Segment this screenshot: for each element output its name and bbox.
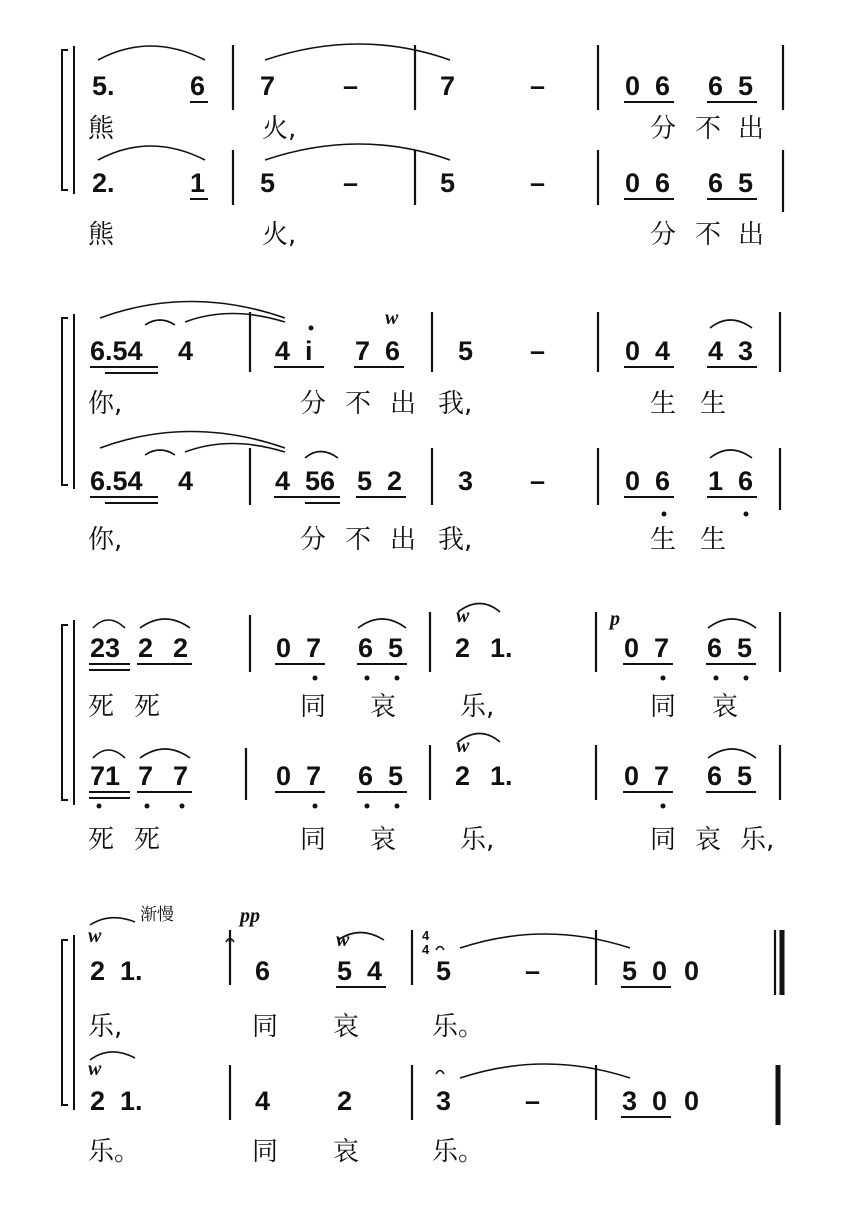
note: 6: [385, 336, 401, 366]
note: 5: [738, 168, 754, 198]
note: 2: [173, 633, 189, 663]
note: 6: [190, 71, 206, 101]
slur: [265, 144, 450, 160]
slur: [265, 44, 450, 60]
slur: [358, 619, 406, 628]
mordent-icon: w: [456, 735, 470, 757]
note: 7: [654, 761, 670, 791]
slur: [460, 934, 630, 948]
note: 0: [625, 71, 641, 101]
system-2: [62, 302, 780, 556]
octave-dot: [661, 804, 666, 809]
mordent-icon: w: [385, 307, 399, 329]
lyric: 生: [650, 525, 677, 555]
note: 6: [738, 466, 754, 496]
lyric: 同: [300, 692, 327, 722]
slur: [185, 444, 285, 453]
lyric: 乐。: [432, 1012, 485, 1042]
lyric: 同: [300, 825, 327, 855]
note: 5: [737, 761, 753, 791]
note: 0: [625, 466, 641, 496]
note: 4: [708, 336, 724, 366]
octave-dot: [365, 804, 370, 809]
note: 5: [622, 956, 638, 986]
lyric: 出: [390, 525, 417, 555]
slur: [710, 450, 752, 458]
slur: [460, 1064, 630, 1078]
dash: –: [530, 336, 546, 366]
note: 7: [654, 633, 670, 663]
note: 6: [655, 71, 671, 101]
slur: [93, 620, 125, 628]
note: 6: [255, 956, 271, 986]
note: 3: [436, 1086, 452, 1116]
lyric: 死: [134, 825, 161, 855]
slur: [98, 46, 205, 60]
dynamic-pp: pp: [240, 905, 260, 927]
slur: [708, 619, 756, 628]
note: 2: [387, 466, 403, 496]
system-bracket: [62, 50, 68, 190]
octave-dot: [662, 512, 667, 517]
slur: [185, 314, 285, 323]
tempo-marking: 渐慢: [140, 905, 174, 925]
note: 6.54: [90, 466, 143, 496]
note: 5: [388, 633, 404, 663]
note: 5: [737, 633, 753, 663]
note: 4: [275, 466, 291, 496]
lyric: 哀: [333, 1012, 360, 1042]
octave-dot: [744, 512, 749, 517]
note: 6: [655, 466, 671, 496]
note: 7: [306, 633, 322, 663]
slur: [140, 619, 190, 628]
note: 6: [358, 761, 374, 791]
lyric: 生: [700, 525, 727, 555]
lyric: 你,: [88, 389, 123, 419]
note: 0: [624, 633, 640, 663]
slur: [90, 918, 135, 925]
lyric: 乐。: [88, 1137, 141, 1167]
lyric: 生: [650, 389, 677, 419]
lyric: 不: [345, 389, 372, 419]
lyric: 乐,: [460, 825, 495, 855]
octave-dot: [309, 326, 314, 331]
lyric: 同: [252, 1012, 279, 1042]
note: 3: [622, 1086, 638, 1116]
time-signature-bottom: 4: [422, 942, 430, 957]
note: 7: [260, 71, 276, 101]
system-bracket: [62, 940, 68, 1105]
note: 5.: [92, 71, 115, 101]
dash: –: [530, 466, 546, 496]
system-4: [62, 905, 782, 1167]
note: 2: [90, 1086, 106, 1116]
octave-dot: [313, 804, 318, 809]
lyric: 乐,: [460, 692, 495, 722]
note: 2: [138, 633, 154, 663]
dash: –: [525, 1086, 541, 1116]
note: 3: [458, 466, 474, 496]
note: 0: [652, 956, 668, 986]
note: 5: [388, 761, 404, 791]
slur: [305, 452, 338, 459]
lyric: 哀: [695, 825, 722, 855]
mordent-icon: w: [88, 925, 102, 947]
note: 1.: [120, 1086, 143, 1116]
mordent-icon: w: [336, 929, 350, 951]
note: 5: [440, 168, 456, 198]
note: 0: [624, 761, 640, 791]
note: 7: [306, 761, 322, 791]
note: 5: [357, 466, 373, 496]
octave-dot: [313, 676, 318, 681]
fermata-dot: [229, 940, 232, 943]
lyric: 乐。: [432, 1137, 485, 1167]
lyric: 火,: [262, 114, 297, 144]
lyric: 死: [88, 825, 115, 855]
note: 7: [355, 336, 371, 366]
lyric: 分: [300, 525, 327, 555]
system-3: [62, 604, 780, 856]
note: 0: [625, 168, 641, 198]
system-bracket: [62, 318, 68, 485]
note: 6: [358, 633, 374, 663]
note: 6: [655, 168, 671, 198]
dash: –: [343, 71, 359, 101]
lyric: 哀: [370, 825, 397, 855]
slur: [708, 749, 756, 758]
lyric: 你,: [88, 525, 123, 555]
octave-dot: [744, 676, 749, 681]
lyric: 我,: [438, 389, 473, 419]
time-signature-top: 4: [422, 928, 430, 943]
lyric: 乐,: [740, 825, 775, 855]
fermata-icon: [436, 947, 444, 951]
note: 1.: [490, 761, 513, 791]
note: 6: [708, 168, 724, 198]
lyric: 同: [650, 825, 677, 855]
note: 0: [684, 1086, 700, 1116]
note: 1: [190, 168, 206, 198]
note: 0: [276, 633, 292, 663]
note: 1.: [490, 633, 513, 663]
mordent-icon: w: [456, 605, 470, 627]
octave-dot: [395, 676, 400, 681]
note: 4: [255, 1086, 271, 1116]
lyric: 不: [695, 114, 722, 144]
system-bracket: [62, 625, 68, 800]
lyric: 出: [738, 220, 765, 250]
system-1: [62, 44, 783, 250]
note: 0: [652, 1086, 668, 1116]
fermata-icon: [436, 1071, 444, 1075]
lyric: 熊: [88, 220, 115, 250]
lyric: 分: [650, 114, 677, 144]
note: 2: [90, 956, 106, 986]
slur: [145, 450, 175, 455]
lyric: 死: [88, 692, 115, 722]
dash: –: [525, 956, 541, 986]
lyric: 死: [134, 692, 161, 722]
note: 2: [337, 1086, 353, 1116]
note: 5: [738, 71, 754, 101]
note: 7: [173, 761, 189, 791]
slur: [98, 146, 205, 160]
dash: –: [343, 168, 359, 198]
lyric: 哀: [333, 1137, 360, 1167]
dynamic-p: p: [610, 608, 620, 630]
note: 6: [707, 761, 723, 791]
lyric: 哀: [712, 692, 739, 722]
note: 4: [178, 466, 194, 496]
lyric: 熊: [88, 114, 115, 144]
note: 5: [436, 956, 452, 986]
note: 6.54: [90, 336, 143, 366]
lyric: 分: [300, 389, 327, 419]
slur: [145, 320, 175, 325]
note: 7: [138, 761, 154, 791]
note: 1.: [120, 956, 143, 986]
octave-dot: [395, 804, 400, 809]
note: 4: [655, 336, 671, 366]
note: i: [305, 336, 313, 366]
lyric: 火,: [262, 220, 297, 250]
lyric: 同: [650, 692, 677, 722]
note: 1: [708, 466, 724, 496]
note: 6: [707, 633, 723, 663]
octave-dot: [661, 676, 666, 681]
lyric: 出: [390, 389, 417, 419]
note: 0: [684, 956, 700, 986]
dash: –: [530, 71, 546, 101]
note: 0: [276, 761, 292, 791]
note: 4: [178, 336, 194, 366]
lyric: 出: [738, 114, 765, 144]
note: 71: [90, 761, 121, 791]
slur: [140, 749, 190, 758]
lyric: 哀: [370, 692, 397, 722]
note: 3: [738, 336, 754, 366]
dash: –: [530, 168, 546, 198]
lyric: 生: [700, 389, 727, 419]
note: 7: [440, 71, 456, 101]
note: 2.: [92, 168, 115, 198]
lyric: 不: [695, 220, 722, 250]
lyric: 我,: [438, 525, 473, 555]
octave-dot: [97, 804, 102, 809]
note: 0: [625, 336, 641, 366]
note: 4: [367, 956, 383, 986]
octave-dot: [714, 676, 719, 681]
note: 4: [275, 336, 291, 366]
note: 23: [90, 633, 121, 663]
lyric: 乐,: [88, 1012, 123, 1042]
slur: [710, 320, 752, 328]
note: 2: [455, 761, 471, 791]
lyric: 不: [345, 525, 372, 555]
note: 5: [337, 956, 353, 986]
lyric: 分: [650, 220, 677, 250]
note: 2: [455, 633, 471, 663]
note: 56: [305, 466, 336, 496]
note: 6: [708, 71, 724, 101]
octave-dot: [145, 804, 150, 809]
slur: [93, 750, 125, 758]
octave-dot: [365, 676, 370, 681]
note: 5: [458, 336, 474, 366]
lyric: 同: [252, 1137, 279, 1167]
octave-dot: [180, 804, 185, 809]
note: 5: [260, 168, 276, 198]
mordent-icon: w: [88, 1058, 102, 1080]
